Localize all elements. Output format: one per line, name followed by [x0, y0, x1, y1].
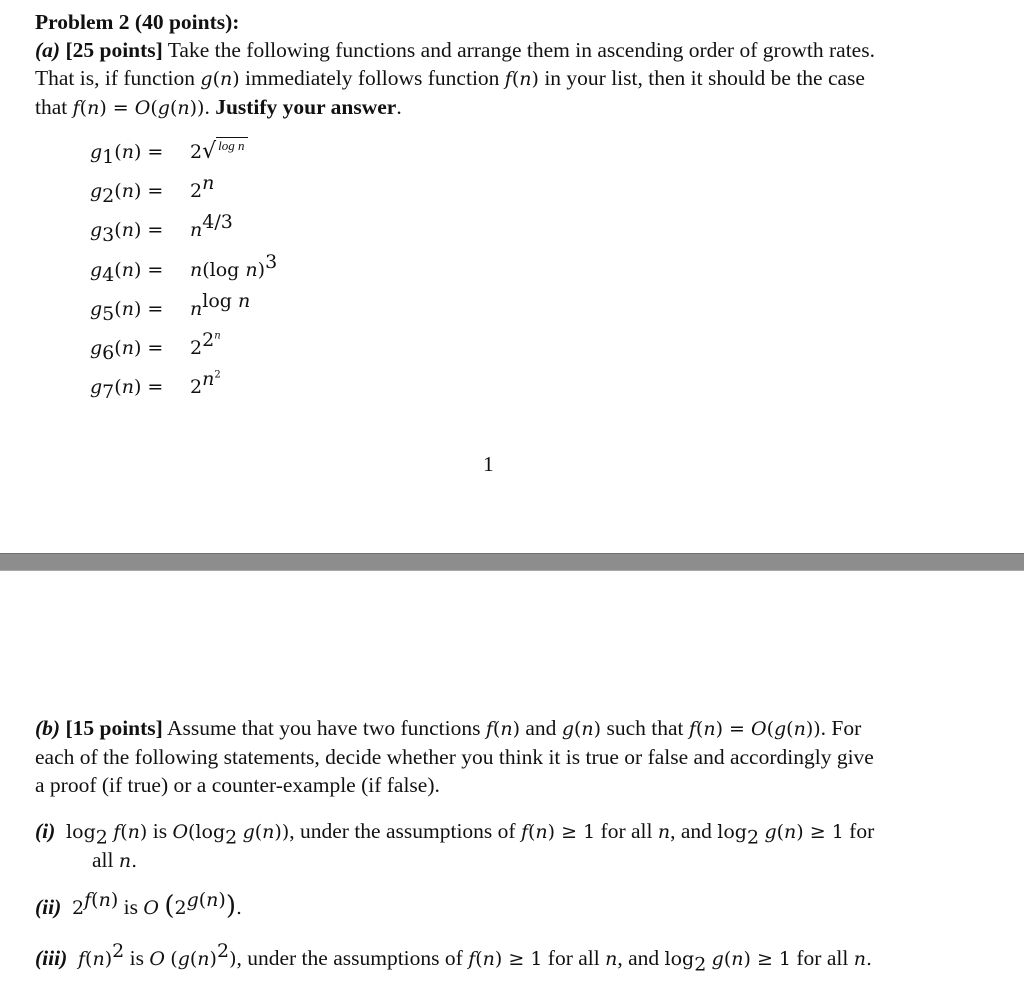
part-b-text: (b) [15 points] Assume that you have two functions f(n) and g(n) such that f(n) = O(g(n)). For each of the following statements, decide whether you think it is true or false and accordingly give a proof (if true) or a counter-example (if false). [35, 716, 874, 797]
function-g4: $g_4(n) = n(\log$ n)$^3$ [90, 251, 278, 287]
function-g6: $g_6(n) = 2^{2^n}$ [90, 329, 221, 365]
function-g5: $g_5(n) = n^{log n}$ [90, 290, 251, 326]
problem-heading: Problem 2 (40 points): [35, 10, 240, 34]
function-g7: $g_7(n) = 2^{n^2}$ [90, 368, 221, 404]
justify-instruction: Justify your answer [215, 95, 397, 119]
part-a-label: (a) [35, 38, 61, 62]
part-a-text: (a) [25 points] Take the following functions and arrange them in ascending order of growth rates. That is, if function g(n) immediately follows function f(n) in your list, then it should be the case that f(n) = O(g(n)). Justify your answer. [35, 38, 875, 119]
part-a-points: [25 points] [65, 38, 163, 62]
part-b-label: (b) [35, 716, 61, 740]
statement-ii: (ii) $2^{f(n)}$ is O $(2^{g(n)})$. [35, 888, 243, 921]
page-separator [0, 553, 1024, 571]
part-b-points: [15 points] [65, 716, 163, 740]
statement-iii: (iii) $f(n)^2$ is O $(g(n)^2)$, under the assumptions of f(n) ≥ 1 for all n, and $\log_2 g(n) \ge 1$ for all n. [35, 939, 872, 976]
statement-i: (i) $\log_2 f(n)$ is $O(\log_2$ g(n)), under the assumptions of f(n) ≥ 1 for all n, and $\log_2 g(n) \ge 1$ for all n. [35, 819, 875, 872]
function-g3: $g_3(n) = n^{4/3}$ [90, 211, 233, 247]
page-2 [0, 571, 1024, 990]
function-g1: $g_1(n) = 2√$ $^{log n}$ [90, 138, 248, 166]
function-g2: $g_2(n) = 2^n$ [90, 172, 215, 208]
page-number: 1 [483, 452, 494, 476]
